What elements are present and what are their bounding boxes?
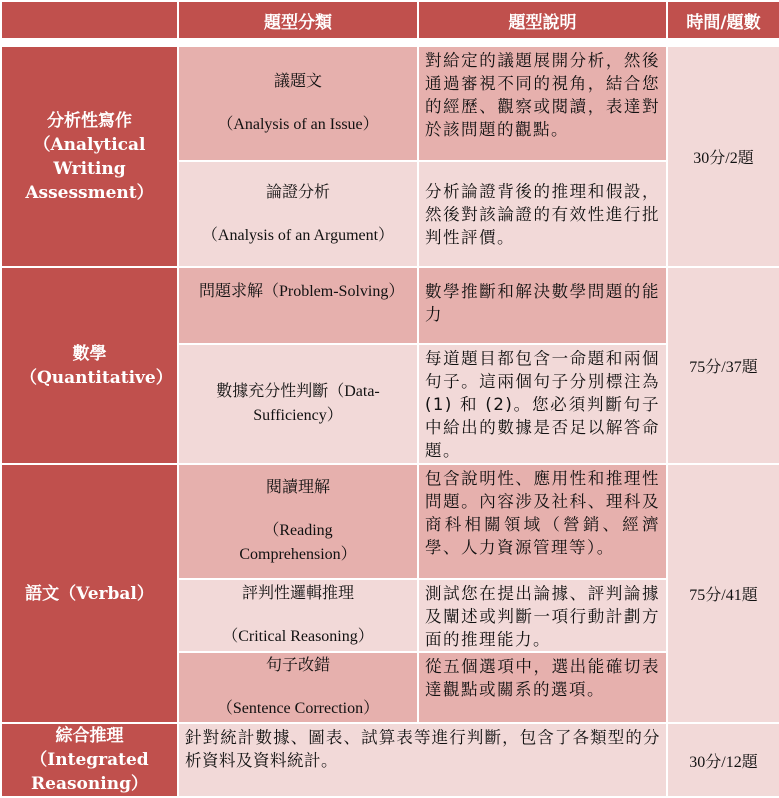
header-time: 時間/題數 [667, 1, 779, 39]
description-cell: 數學推斷和解決數學問題的能力 [418, 267, 667, 344]
type-cell [178, 579, 418, 652]
header-blank-cell [1, 1, 178, 39]
time-cell: 75分/41題 [667, 464, 779, 723]
table-row [1, 46, 779, 161]
type-name: 論證分析 [265, 183, 330, 201]
type-cell: 數據充分性判斷（Data-Sufficiency） [178, 344, 418, 464]
time-cell: 75分/37題 [667, 267, 779, 464]
type-name-en: （Critical Reasoning） [222, 628, 374, 645]
type-name-en: （Analysis of an Argument） [201, 226, 395, 244]
category-quantitative: 數學（Quantitative） [1, 267, 178, 464]
category-integrated-reasoning: 綜合推理（Integrated Reasoning） [1, 723, 178, 797]
header-description: 題型說明 [418, 1, 667, 39]
type-name: 句子改錯 [265, 657, 330, 674]
type-cell: 問題求解（Problem-Solving） [178, 267, 418, 344]
type-name-en: （Reading Comprehension） [239, 522, 357, 563]
description-cell: 從五個選項中，選出能確切表達觀點或關系的選項。 [418, 652, 667, 723]
type-name: 議題文 [273, 73, 322, 90]
table-header-row [1, 1, 779, 39]
table-row [1, 267, 779, 344]
type-name-en: （Analysis of an Issue） [217, 116, 379, 133]
description-cell: 測試您在提出論據、評判論據及闡述或判斷一項行動計劃方面的推理能力。 [418, 579, 667, 652]
type-name: 閱讀理解 [265, 479, 330, 496]
category-verbal: 語文（Verbal） [1, 464, 178, 723]
type-name-en: （Sentence Correction） [216, 700, 380, 717]
header-type: 題型分類 [178, 1, 418, 39]
table-row [1, 464, 779, 579]
description-cell: 每道題目都包含一命題和兩個句子。這兩個句子分別標注為 (1) 和 (2)。您必須判斷句子中給出的數據是否足以解答命題。 [418, 344, 667, 464]
description-cell: 對給定的議題展開分析，然後通過審視不同的視角，結合您的經歷、觀察或閱讀，表達對於該問題的觀點。 [418, 46, 667, 161]
table-row [1, 723, 779, 797]
type-name: 評判性邏輯推理 [241, 585, 354, 602]
type-cell [178, 46, 418, 161]
type-cell [178, 161, 418, 267]
category-analytical-writing: 分析性寫作（Analytical Writing Assessment） [1, 46, 178, 267]
type-cell [178, 464, 418, 579]
description-cell: 針對統計數據、圖表、試算表等進行判斷，包含了各類型的分析資料及資料統計。 [178, 723, 667, 797]
description-cell: 包含說明性、應用性和推理性問題。內容涉及社科、理科及商科相關領域（營銷、經濟學、人力資源管理等）。 [418, 464, 667, 579]
time-cell: 30分/12題 [667, 723, 779, 797]
description-cell: 分析論證背後的推理和假設，然後對該論證的有效性進行批判性評價。 [418, 161, 667, 267]
type-cell [178, 652, 418, 723]
time-cell: 30分/2題 [667, 46, 779, 267]
